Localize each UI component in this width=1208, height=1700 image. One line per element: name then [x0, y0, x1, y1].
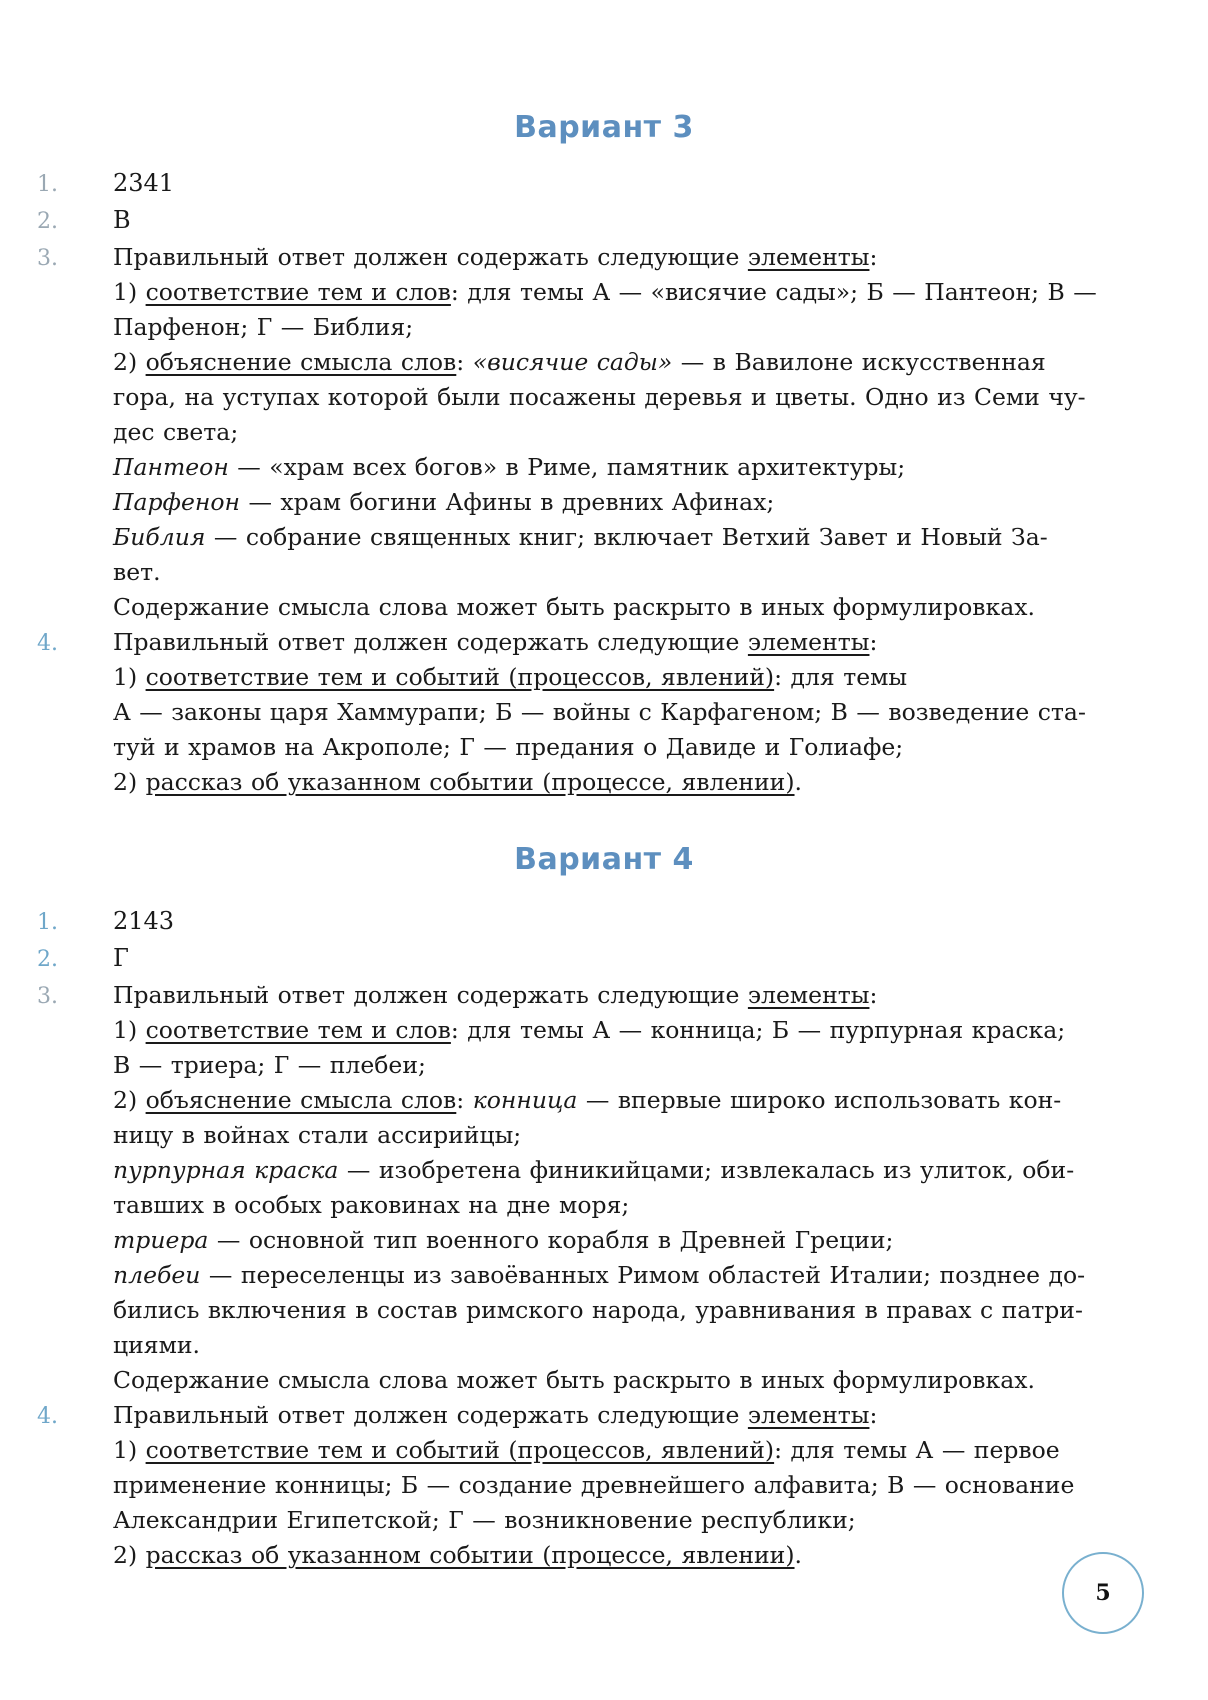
paragraph-line: 2) объяснение смысла слов: «висячие сады» — в Вавилоне искусственная — [113, 348, 1046, 376]
paragraph-line: дес света; — [113, 418, 239, 446]
paragraph-line: Правильный ответ должен содержать следующие элементы: — [113, 628, 878, 656]
paragraph-line: 1) соответствие тем и слов: для темы А — «висячие сады»; Б — Пантеон; В — — [113, 278, 1097, 306]
paragraph-line: 2) рассказ об указанном событии (процессе, явлении). — [113, 1541, 802, 1569]
paragraph-line: вет. — [113, 558, 161, 586]
paragraph-line: 2) рассказ об указанном событии (процессе, явлении). — [113, 768, 802, 796]
item-number: 3. — [37, 984, 58, 1009]
item-number: 4. — [37, 631, 58, 656]
variant-4-title: Вариант 4 — [514, 842, 694, 877]
paragraph-line: ницу в войнах стали ассирийцы; — [113, 1121, 522, 1149]
paragraph-line: Правильный ответ должен содержать следующие элементы: — [113, 1401, 878, 1429]
paragraph-line: В — триера; Г — плебеи; — [113, 1051, 426, 1079]
paragraph-line: 2) объяснение смысла слов: конница — впервые широко использовать кон- — [113, 1086, 1062, 1114]
paragraph-line: Александрии Египетской; Г — возникновение республики; — [113, 1506, 856, 1534]
page-number: 5 — [1095, 1580, 1111, 1606]
item-number: 2. — [37, 947, 58, 972]
item-number: 1. — [37, 910, 58, 935]
paragraph-line: Правильный ответ должен содержать следующие элементы: — [113, 243, 878, 271]
item-number: 3. — [37, 246, 58, 271]
page-number-badge — [1062, 1552, 1144, 1634]
paragraph-line: 1) соответствие тем и событий (процессов, явлений): для темы — [113, 663, 908, 691]
paragraph-line: Правильный ответ должен содержать следующие элементы: — [113, 981, 878, 1009]
paragraph-line: Пантеон — «храм всех богов» в Риме, памятник архитектуры; — [113, 453, 906, 481]
paragraph-note: Содержание смысла слова может быть раскрыто в иных формулировках. — [113, 593, 1035, 621]
paragraph-line: 1) соответствие тем и слов: для темы А — конница; Б — пурпурная краска; — [113, 1016, 1066, 1044]
answer-text: Г — [113, 944, 129, 972]
paragraph-line: тавших в особых раковинах на дне моря; — [113, 1191, 630, 1219]
paragraph-line: пурпурная краска — изобретена финикийцами; извлекалась из улиток, оби- — [113, 1156, 1075, 1184]
paragraph-line: применение конницы; Б — создание древнейшего алфавита; В — основание — [113, 1471, 1075, 1499]
paragraph-line: туй и храмов на Акрополе; Г — предания о Давиде и Голиафе; — [113, 733, 904, 761]
paragraph-line: Парфенон — храм богини Афины в древних Афинах; — [113, 488, 775, 516]
answer-text: В — [113, 206, 131, 234]
item-number: 4. — [37, 1404, 58, 1429]
paragraph-line: циями. — [113, 1331, 201, 1359]
paragraph-line: А — законы царя Хаммурапи; Б — войны с Карфагеном; В — возведение ста- — [113, 698, 1086, 726]
paragraph-line: Парфенон; Г — Библия; — [113, 313, 414, 341]
paragraph-note: Содержание смысла слова может быть раскрыто в иных формулировках. — [113, 1366, 1035, 1394]
item-number: 1. — [37, 172, 58, 197]
variant-3-title: Вариант 3 — [514, 110, 694, 145]
paragraph-line: 1) соответствие тем и событий (процессов, явлений): для темы А — первое — [113, 1436, 1060, 1464]
answer-text: 2143 — [113, 907, 175, 935]
paragraph-line: бились включения в состав римского народа, уравнивания в правах с патри- — [113, 1296, 1083, 1324]
paragraph-line: плебеи — переселенцы из завоёванных Римом областей Италии; позднее до- — [113, 1261, 1086, 1289]
item-number: 2. — [37, 209, 58, 234]
answer-text: 2341 — [113, 169, 175, 197]
paragraph-line: гора, на уступах которой были посажены деревья и цветы. Одно из Семи чу- — [113, 383, 1086, 411]
paragraph-line: триера — основной тип военного корабля в Древней Греции; — [113, 1226, 894, 1254]
paragraph-line: Библия — собрание священных книг; включает Ветхий Завет и Новый За- — [113, 523, 1048, 551]
